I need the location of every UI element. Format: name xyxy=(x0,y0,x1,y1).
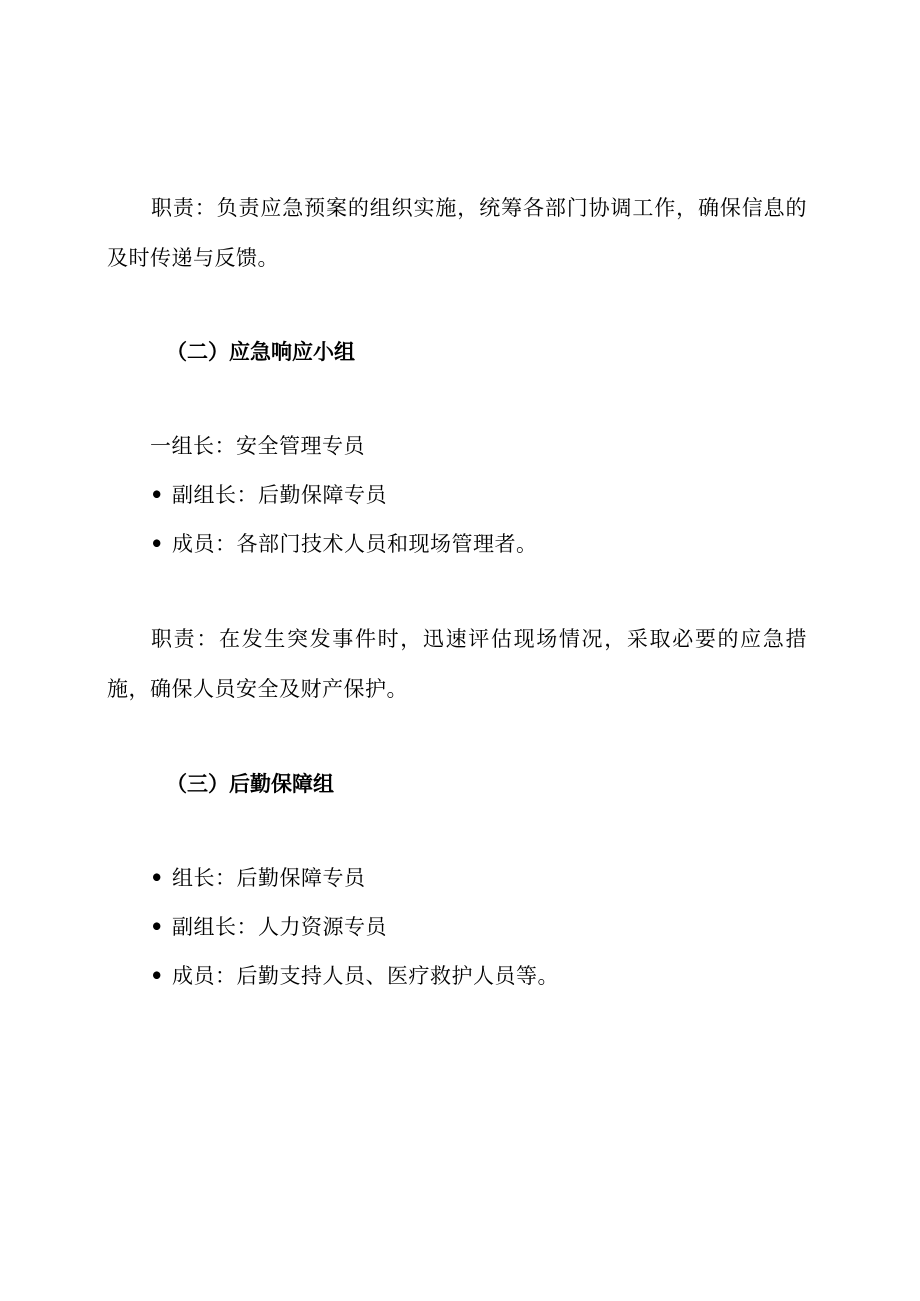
list-item-text: 组长：后勤保障专员 xyxy=(172,866,366,890)
list-item xyxy=(150,529,538,559)
list-item-text: 组长：安全管理专员 xyxy=(171,434,365,458)
bullet-icon: • xyxy=(150,914,164,939)
section2-heading: （二）应急响应小组 xyxy=(166,340,355,364)
bullet-icon: • xyxy=(150,531,164,556)
section3-heading: （三）后勤保障组 xyxy=(166,772,334,796)
list-item-text: 成员：后勤支持人员、医疗救护人员等。 xyxy=(172,964,559,988)
section2-duty-paragraph: 职责：在发生突发事件时，迅速评估现场情况，采取必要的应急措施，确保人员安全及财产保护。 xyxy=(107,627,807,701)
list-item-text: 副组长：后勤保障专员 xyxy=(172,483,387,507)
bullet-icon: • xyxy=(150,865,164,890)
list-item xyxy=(150,480,387,510)
bullet-icon: • xyxy=(150,482,164,507)
list-item-text: 副组长：人力资源专员 xyxy=(172,915,387,939)
list-item xyxy=(150,912,387,942)
list-item-text: 成员：各部门技术人员和现场管理者。 xyxy=(172,532,538,556)
list-marker: 一 xyxy=(150,434,172,458)
list-item xyxy=(150,863,366,893)
section1-duty-paragraph: 职责：负责应急预案的组织实施，统筹各部门协调工作，确保信息的及时传递与反馈。 xyxy=(107,196,807,270)
bullet-icon: • xyxy=(150,963,164,988)
list-item xyxy=(150,431,365,461)
list-item xyxy=(150,961,559,991)
